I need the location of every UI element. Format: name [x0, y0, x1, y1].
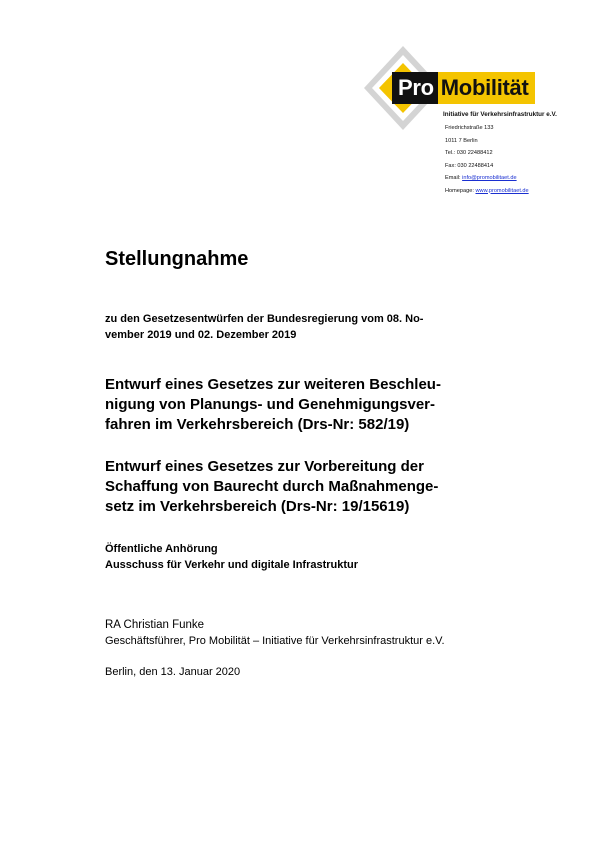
- logo-subtitle: Initiative für Verkehrsinfrastruktur e.V.: [443, 111, 557, 118]
- document-date: Berlin, den 13. Januar 2020: [105, 666, 241, 678]
- contact-block: [445, 122, 529, 197]
- heading-line: Entwurf eines Gesetzes zur Vorbereitung der: [105, 458, 424, 475]
- hearing-info: [105, 541, 358, 573]
- author-block: [105, 617, 445, 649]
- contact-email-link[interactable]: info@promobilitaet.de: [462, 175, 517, 181]
- heading-line: setz im Verkehrsbereich (Drs-Nr: 19/15619): [105, 498, 410, 515]
- hearing-line: Ausschuss für Verkehr und digitale Infrastruktur: [105, 559, 359, 571]
- intro-line: vember 2019 und 02. Dezember 2019: [105, 329, 297, 341]
- contact-fax: Fax: 030 22488414: [445, 162, 494, 169]
- contact-email-label: Email:: [445, 175, 463, 181]
- heading-line: Schaffung von Baurecht durch Maßnahmenge-: [105, 478, 439, 495]
- logo-pro-text: Pro: [392, 72, 438, 104]
- contact-homepage-link[interactable]: www.promobilitaet.de: [475, 187, 529, 194]
- author-role: Geschäftsführer, Pro Mobilität – Initiative für Verkehrsinfrastruktur e.V.: [105, 635, 445, 647]
- hearing-line: Öffentliche Anhörung: [105, 543, 218, 555]
- contact-street: Friedrichstraße 133: [445, 125, 494, 131]
- contact-homepage-row: [445, 185, 529, 198]
- heading-draft-law-1: [105, 375, 485, 435]
- contact-city: 1011 7 Berlin: [445, 137, 478, 144]
- heading-draft-law-2: [105, 457, 485, 517]
- contact-email-row: [445, 172, 529, 185]
- intro-paragraph: [105, 311, 465, 343]
- intro-line: zu den Gesetzesentwürfen der Bundesregierung vom 08. No-: [105, 313, 424, 325]
- logo-wordmark: [392, 72, 535, 104]
- heading-line: Entwurf eines Gesetzes zur weiteren Beschleu-: [105, 376, 441, 393]
- contact-homepage-label: Homepage:: [445, 187, 476, 194]
- contact-tel: Tel.: 030 22488412: [445, 150, 493, 156]
- document-title: Stellungnahme: [105, 248, 249, 270]
- heading-line: nigung von Planungs- und Genehmigungsver-: [105, 396, 435, 413]
- author-name: RA Christian Funke: [105, 619, 205, 631]
- heading-line: fahren im Verkehrsbereich (Drs-Nr: 582/19): [105, 416, 410, 433]
- logo-mobilitaet-text: Mobilität: [438, 72, 535, 104]
